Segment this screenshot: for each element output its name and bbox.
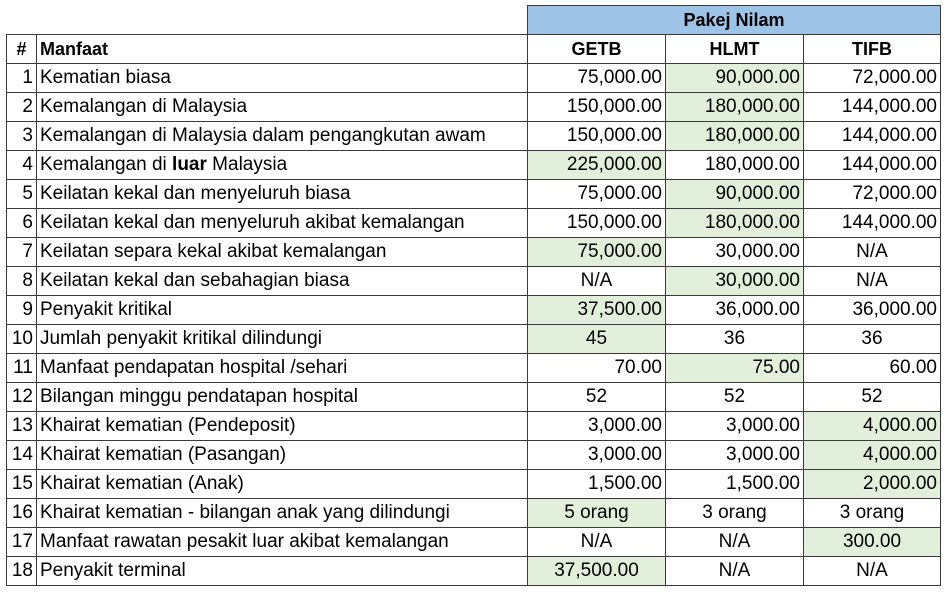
- value-cell-tifb: N/A: [804, 267, 941, 296]
- column-header-tifb: TIFB: [804, 35, 941, 64]
- benefit-label: Manfaat rawatan pesakit luar akibat kemalangan: [37, 528, 528, 557]
- benefit-label: Kematian biasa: [37, 64, 528, 93]
- value-cell-getb: N/A: [528, 528, 666, 557]
- value-cell-hlmt: 180,000.00: [666, 151, 804, 180]
- value-cell-getb: 5 orang: [528, 499, 666, 528]
- benefit-label: Penyakit kritikal: [37, 296, 528, 325]
- benefit-label: Khairat kematian (Pasangan): [37, 441, 528, 470]
- table-row: [7, 354, 941, 383]
- value-cell-tifb: 300.00: [804, 528, 941, 557]
- value-cell-hlmt: 75.00: [666, 354, 804, 383]
- blank-cell: [7, 6, 37, 35]
- package-group-header: Pakej Nilam: [528, 6, 941, 35]
- benefit-label-part: Kemalangan di: [40, 154, 173, 175]
- value-cell-hlmt: 30,000.00: [666, 238, 804, 267]
- comparison-table: [6, 5, 941, 586]
- table-row: [7, 122, 941, 151]
- value-cell-tifb: 144,000.00: [804, 93, 941, 122]
- value-cell-tifb: 144,000.00: [804, 122, 941, 151]
- column-header-hlmt: HLMT: [666, 35, 804, 64]
- value-cell-tifb: 36: [804, 325, 941, 354]
- benefit-label: Keilatan kekal dan menyeluruh akibat kemalangan: [37, 209, 528, 238]
- table-row: [7, 267, 941, 296]
- value-cell-hlmt: 1,500.00: [666, 470, 804, 499]
- value-cell-getb: 1,500.00: [528, 470, 666, 499]
- value-cell-tifb: 36,000.00: [804, 296, 941, 325]
- column-header-getb: GETB: [528, 35, 666, 64]
- table-row: [7, 325, 941, 354]
- value-cell-getb: 70.00: [528, 354, 666, 383]
- value-cell-tifb: 52: [804, 383, 941, 412]
- value-cell-getb: N/A: [528, 267, 666, 296]
- row-index: 15: [7, 470, 37, 499]
- row-index: 3: [7, 122, 37, 151]
- value-cell-hlmt: 90,000.00: [666, 64, 804, 93]
- row-index: 11: [7, 354, 37, 383]
- row-index: 12: [7, 383, 37, 412]
- value-cell-hlmt: 180,000.00: [666, 122, 804, 151]
- benefit-label: Keilatan kekal dan menyeluruh biasa: [37, 180, 528, 209]
- table-body: [7, 64, 941, 586]
- row-index: 6: [7, 209, 37, 238]
- value-cell-getb: 150,000.00: [528, 122, 666, 151]
- benefit-label: Khairat kematian - bilangan anak yang dilindungi: [37, 499, 528, 528]
- value-cell-hlmt: 30,000.00: [666, 267, 804, 296]
- table-row: [7, 441, 941, 470]
- value-cell-tifb: 4,000.00: [804, 441, 941, 470]
- column-header-row: [7, 35, 941, 64]
- value-cell-hlmt: 90,000.00: [666, 180, 804, 209]
- row-index: 13: [7, 412, 37, 441]
- value-cell-getb: 45: [528, 325, 666, 354]
- value-cell-getb: 225,000.00: [528, 151, 666, 180]
- row-index: 7: [7, 238, 37, 267]
- row-index: 17: [7, 528, 37, 557]
- row-index: 2: [7, 93, 37, 122]
- benefit-label: Jumlah penyakit kritikal dilindungi: [37, 325, 528, 354]
- row-index: 10: [7, 325, 37, 354]
- benefit-label-part: Malaysia: [206, 154, 288, 175]
- table-row: [7, 93, 941, 122]
- value-cell-tifb: 72,000.00: [804, 64, 941, 93]
- table-row: [7, 557, 941, 586]
- group-header-row: [7, 6, 941, 35]
- value-cell-tifb: N/A: [804, 557, 941, 586]
- row-index: 8: [7, 267, 37, 296]
- benefit-label: [37, 151, 528, 180]
- value-cell-hlmt: N/A: [666, 557, 804, 586]
- benefit-label: Keilatan kekal dan sebahagian biasa: [37, 267, 528, 296]
- value-cell-tifb: 144,000.00: [804, 151, 941, 180]
- row-index: 1: [7, 64, 37, 93]
- value-cell-hlmt: 180,000.00: [666, 93, 804, 122]
- value-cell-hlmt: 52: [666, 383, 804, 412]
- benefit-label: Penyakit terminal: [37, 557, 528, 586]
- index-header: #: [7, 35, 37, 64]
- value-cell-getb: 3,000.00: [528, 441, 666, 470]
- row-index: 4: [7, 151, 37, 180]
- value-cell-hlmt: 180,000.00: [666, 209, 804, 238]
- table-row: [7, 296, 941, 325]
- table-row: [7, 209, 941, 238]
- value-cell-getb: 75,000.00: [528, 238, 666, 267]
- value-cell-tifb: 60.00: [804, 354, 941, 383]
- table-row: [7, 238, 941, 267]
- row-index: 18: [7, 557, 37, 586]
- row-index: 14: [7, 441, 37, 470]
- value-cell-getb: 75,000.00: [528, 180, 666, 209]
- table-row: [7, 499, 941, 528]
- benefit-header: Manfaat: [37, 35, 528, 64]
- table-row: [7, 412, 941, 441]
- value-cell-tifb: 4,000.00: [804, 412, 941, 441]
- value-cell-getb: 37,500.00: [528, 296, 666, 325]
- value-cell-tifb: 144,000.00: [804, 209, 941, 238]
- benefit-label: Khairat kematian (Anak): [37, 470, 528, 499]
- value-cell-tifb: N/A: [804, 238, 941, 267]
- row-index: 16: [7, 499, 37, 528]
- benefit-label-emphasis: luar: [172, 154, 207, 175]
- value-cell-tifb: 3 orang: [804, 499, 941, 528]
- row-index: 5: [7, 180, 37, 209]
- value-cell-getb: 150,000.00: [528, 93, 666, 122]
- value-cell-hlmt: 36,000.00: [666, 296, 804, 325]
- value-cell-tifb: 72,000.00: [804, 180, 941, 209]
- table-row: [7, 64, 941, 93]
- benefit-label: Khairat kematian (Pendeposit): [37, 412, 528, 441]
- value-cell-hlmt: 3,000.00: [666, 412, 804, 441]
- row-index: 9: [7, 296, 37, 325]
- benefit-label: Manfaat pendapatan hospital /sehari: [37, 354, 528, 383]
- value-cell-getb: 3,000.00: [528, 412, 666, 441]
- value-cell-getb: 37,500.00: [528, 557, 666, 586]
- value-cell-hlmt: 3 orang: [666, 499, 804, 528]
- value-cell-getb: 75,000.00: [528, 64, 666, 93]
- table-row: [7, 383, 941, 412]
- value-cell-hlmt: 36: [666, 325, 804, 354]
- value-cell-hlmt: 3,000.00: [666, 441, 804, 470]
- benefit-label: Keilatan separa kekal akibat kemalangan: [37, 238, 528, 267]
- value-cell-getb: 150,000.00: [528, 209, 666, 238]
- value-cell-getb: 52: [528, 383, 666, 412]
- value-cell-hlmt: N/A: [666, 528, 804, 557]
- table-row: [7, 180, 941, 209]
- value-cell-tifb: 2,000.00: [804, 470, 941, 499]
- table-row: [7, 528, 941, 557]
- blank-cell: [37, 6, 528, 35]
- benefit-label: Bilangan minggu pendatapan hospital: [37, 383, 528, 412]
- benefit-label: Kemalangan di Malaysia dalam pengangkutan awam: [37, 122, 528, 151]
- table-row: [7, 470, 941, 499]
- table-row: [7, 151, 941, 180]
- benefit-label: Kemalangan di Malaysia: [37, 93, 528, 122]
